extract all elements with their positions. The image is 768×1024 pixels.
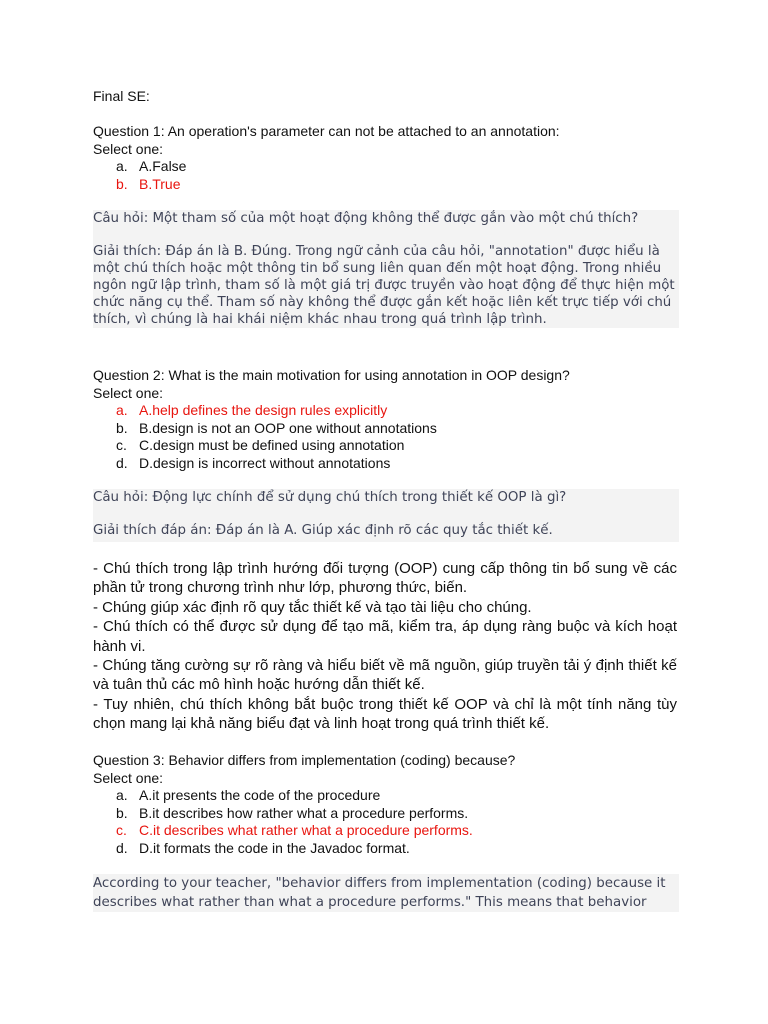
option-letter: b. [116,804,128,821]
document-title: Final SE: [93,88,150,104]
option-text: B.True [139,175,181,192]
option-text: D.design is incorrect without annotations [139,454,391,471]
option-c[interactable] [93,822,677,840]
explanation-box-1 [93,210,679,328]
option-b[interactable] [93,176,677,194]
question-1 [93,122,677,193]
explanation-box-3 [93,874,679,912]
option-text: C.design must be defined using annotation [139,437,405,454]
option-a[interactable] [93,158,677,176]
explanation-details [93,559,677,734]
option-d[interactable] [93,455,677,473]
option-letter: c. [116,437,127,454]
select-one-label: Select one: [93,385,164,401]
option-text: D.it formats the code in the Javadoc format. [139,839,410,856]
translated-question: Câu hỏi: Một tham số của một hoạt động không thể được gắn vào một chú thích? [93,211,639,226]
select-one-label: Select one: [93,770,164,786]
option-letter: a. [116,158,128,174]
option-text: A.help defines the design rules explicitly [139,402,388,418]
option-c[interactable] [93,437,677,455]
explanation-box-2 [93,489,679,542]
option-letter: b. [116,419,128,436]
detail-line: - Chú thích có thể được sử dụng để tạo mã, kiểm tra, áp dụng ràng buộc và kích hoạt hành vi. [93,618,677,655]
question-2 [93,366,677,472]
select-one-label: Select one: [93,141,164,157]
detail-line: - Chú thích trong lập trình hướng đối tượng (OOP) cung cấp thông tin bổ sung về các phần tử trong chương trình như lớp, phương thức, biến. [93,560,677,597]
question-prompt: Question 2: What is the main motivation for using annotation in OOP design? [93,367,570,383]
option-text: B.it describes how rather what a procedure performs. [139,804,469,821]
option-b[interactable] [93,420,677,438]
option-letter: c. [116,822,127,839]
question-3 [93,751,677,857]
option-text: A.it presents the code of the procedure [139,787,381,803]
option-a[interactable] [93,787,677,805]
question-prompt: Question 1: An operation's parameter can not be attached to an annotation: [93,123,560,139]
option-text: A.False [139,158,187,174]
detail-line: - Chúng tăng cường sự rõ ràng và hiểu biết về mã nguồn, giúp truyền tải ý định thiết kế và tuân thủ các mô hình hoặc hướng dẫn thiết kế. [93,657,677,694]
option-list [93,158,677,193]
option-letter: a. [116,787,128,803]
detail-line: - Chúng giúp xác định rõ quy tắc thiết kế và tạo tài liệu cho chúng. [93,598,532,616]
option-letter: d. [116,454,128,471]
explanation-text: Giải thích: Đáp án là B. Đúng. Trong ngữ cảnh của câu hỏi, "annotation" được hiểu là một chú thích hoặc một thông tin bổ sung liên quan đến một hoạt động. Trong nhiều ngôn ngữ lập trình, tham số là một giá trị được truyền vào hoạt động để thực hiện một chức năng cụ thể. Tham số này không thể được gắn kết hoặc liên kết trực tiếp với chú thích, vì chúng là hai khái niệm khác nhau trong quá trình lập trình. [93,244,675,327]
option-text: B.design is not an OOP one without annotations [139,419,437,436]
option-d[interactable] [93,840,677,858]
option-letter: b. [116,175,128,192]
option-b[interactable] [93,805,677,823]
option-letter: d. [116,839,128,856]
explanation-text: According to your teacher, "behavior differs from implementation (coding) because it describes what rather than what a procedure performs." This means that behavior [93,876,666,910]
option-list [93,402,677,472]
question-prompt: Question 3: Behavior differs from implementation (coding) because? [93,752,516,768]
translated-question: Câu hỏi: Động lực chính để sử dụng chú thích trong thiết kế OOP là gì? [93,490,567,505]
detail-line: - Tuy nhiên, chú thích không bắt buộc trong thiết kế OOP và chỉ là một tính năng tùy chọn mang lại khả năng biểu đạt và linh hoạt trong quá trình thiết kế. [93,695,677,733]
option-text: C.it describes what rather what a procedure performs. [139,822,473,839]
explanation-text: Giải thích đáp án: Đáp án là A. Giúp xác định rõ các quy tắc thiết kế. [93,523,553,538]
option-list [93,787,677,857]
option-a[interactable] [93,402,677,420]
option-letter: a. [116,402,128,418]
